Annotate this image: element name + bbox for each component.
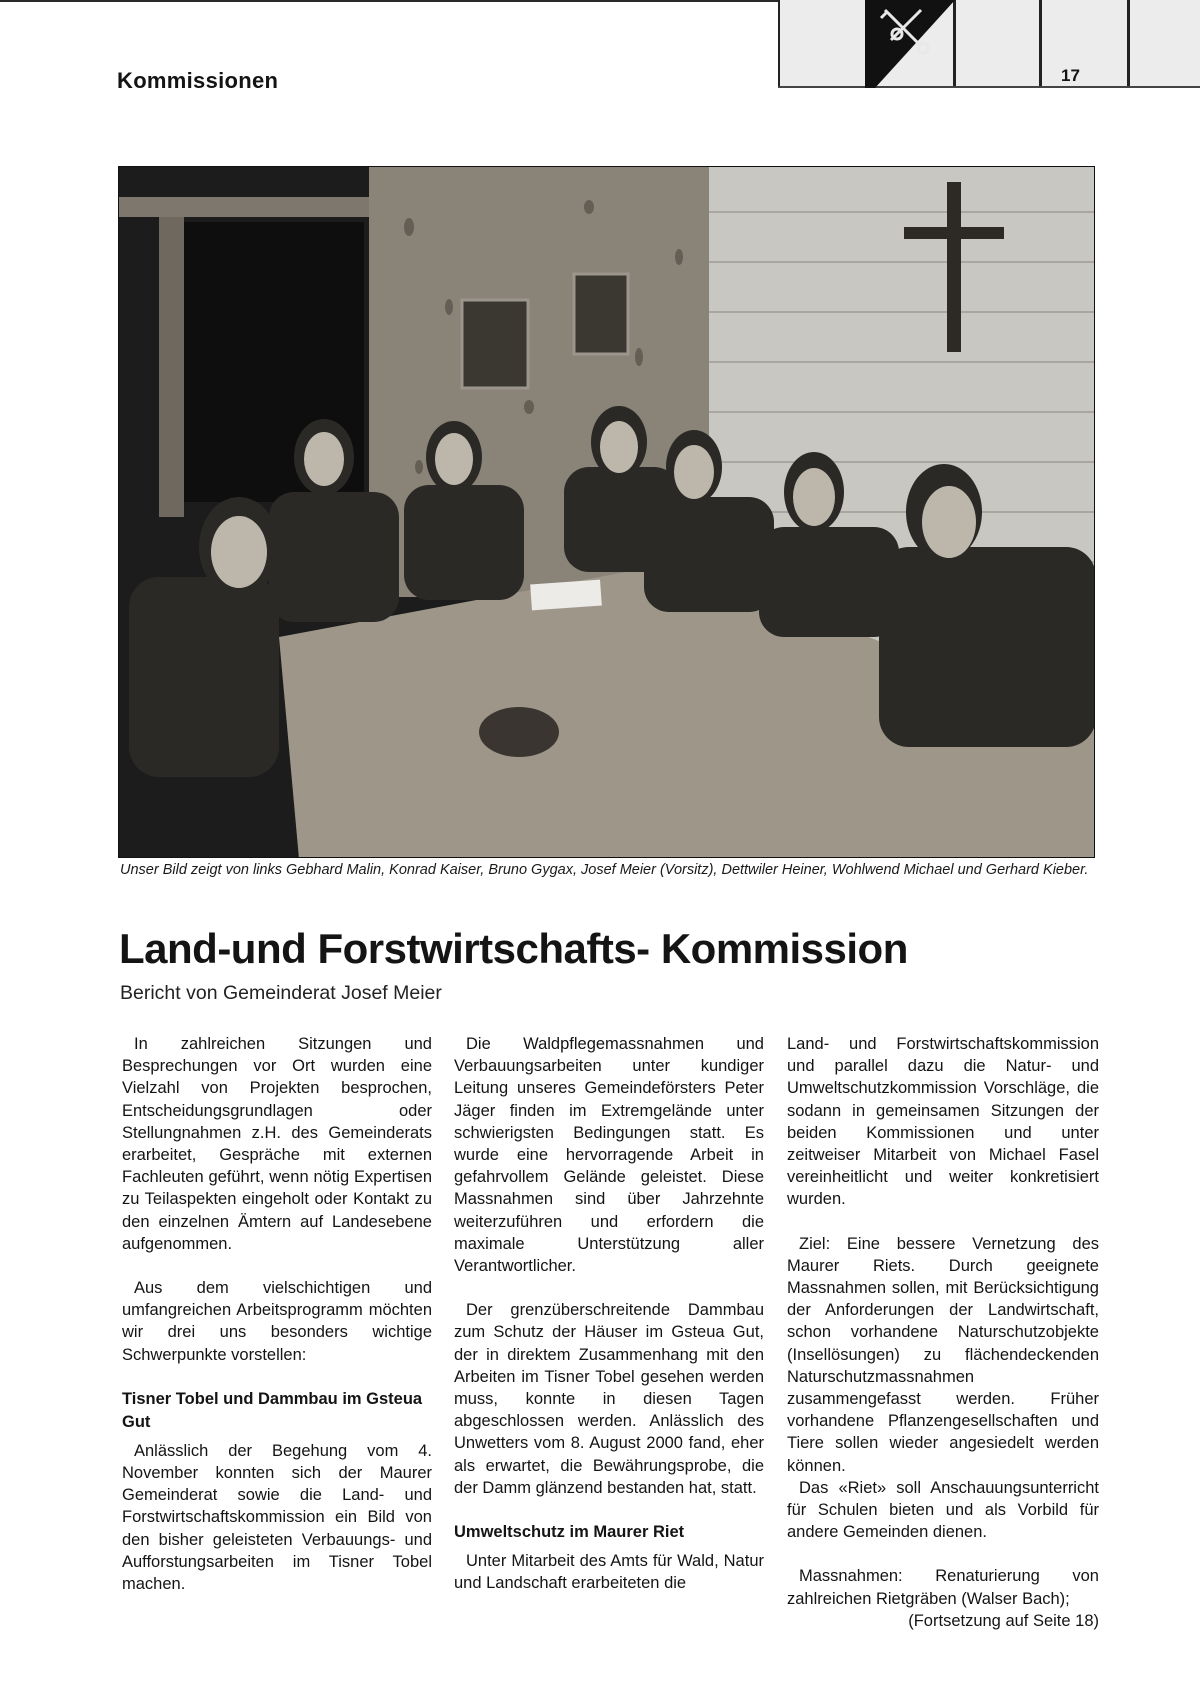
- header-tab-strip: [778, 0, 1200, 88]
- continuation-note: (Fortsetzung auf Seite 18): [908, 1611, 1099, 1630]
- page-number: 17: [1061, 66, 1080, 85]
- article-column-2: [454, 1033, 764, 1616]
- paragraph: Ziel: Eine bessere Vernetzung des Maurer Riets. Durch geeignete Massnahmen sollen, mit Berücksichtigung der Anforderungen der Landwirtschaft, schon vorhandene Naturschutzobjekte (Insellösungen) zu flächendeckenden Naturschutzmassnahmen zusammengefasst werden. Früher vorhandene Pflanzengesellschaften und Tiere sollen wieder angesiedelt werden können.: [787, 1234, 1099, 1475]
- article-column-1: [122, 1033, 432, 1617]
- crossed-keys-icon: [865, 0, 955, 88]
- paragraph: Der grenzüberschreitende Dammbau zum Schutz der Häuser im Gsteua Gut, der in direktem Zusammenhang mit den Arbeiten im Tisner Tobel gesehen werden muss, konnte in diesen Tagen abgeschlossen werden. Anlässlich des Unwetters vom 8. August 2000 fand, eher als erwartet, die Bewährungsprobe, die der Damm glänzend bestanden hat, statt.: [454, 1301, 764, 1497]
- paragraph: Unter Mitarbeit des Amts für Wald, Natur und Landschaft erarbeiteten die: [454, 1552, 764, 1593]
- paragraph: Die Waldpflegemassnahmen und Verbauungsarbeiten unter kundiger Leitung unseres Gemeindeförsters Peter Jäger finden im Extremgelände unter schwierigsten Bedingungen statt. Es wurde eine hervorragende Arbeit in gefahrvollem Gelände geleistet. Diese Massnahmen sind über Jahrzehnte weiterzuführen und erfordern die maximale Unterstützung aller Verantwortlicher.: [454, 1035, 764, 1276]
- photo-caption: Unser Bild zeigt von links Gebhard Malin, Konrad Kaiser, Bruno Gygax, Josef Meier (Vorsitz), Dettwiler Heiner, Wohlwend Michael und Gerhard Kieber.: [120, 862, 1089, 878]
- group-photo: [118, 166, 1095, 858]
- paragraph: Massnahmen: Renaturierung von zahlreichen Rietgräben (Walser Bach);: [787, 1567, 1099, 1608]
- header-tab-divider: [1039, 0, 1042, 88]
- paragraph: Anlässlich der Begehung vom 4. November konnten sich der Maurer Gemeinderat sowie die Land- und Forstwirtschaftskommission ein Bild von den bisher geleisteten Verbauungs- und Aufforstungsarbeiten im Tisner Tobel machen.: [122, 1441, 432, 1594]
- section-heading: Umweltschutz im Maurer Riet: [454, 1523, 685, 1542]
- header-base-rule: [778, 86, 1200, 88]
- article-title: Land-und Forstwirtschafts- Kommission: [119, 925, 908, 972]
- article-subtitle: Bericht von Gemeinderat Josef Meier: [120, 982, 442, 1004]
- group-photo-icon: [119, 167, 1095, 858]
- section-heading: Tisner Tobel und Dammbau im Gsteua Gut: [122, 1389, 423, 1431]
- paragraph: In zahlreichen Sitzungen und Besprechungen vor Ort wurden eine Vielzahl von Projekten besprochen, Entscheidungsgrundlagen oder Stellungnahmen z.H. des Gemeinderats erarbeitet, Gespräche mit externen Fachleuten geführt, wenn nötig Expertisen zu Teilaspekten eingeholt oder Kontakt zu den einzelnen Ämtern auf Landesebene aufgenommen.: [122, 1035, 432, 1253]
- paragraph: Das «Riet» soll Anschauungsunterricht für Schulen bieten und als Vorbild für andere Gemeinden dienen.: [787, 1478, 1099, 1542]
- section-title: Kommissionen: [117, 68, 279, 93]
- article-column-3: [787, 1033, 1099, 1654]
- paragraph: Land- und Forstwirtschaftskommission und parallel dazu die Natur- und Umweltschutzkommission Vorschläge, die sodann in gemeinsamen Sitzungen der beiden Kommissionen und unter zeitweiser Mitarbeit von Michael Fasel vereinheitlicht und weiter konkretisiert wurden.: [787, 1035, 1099, 1209]
- header-tab-divider: [1127, 0, 1130, 88]
- paragraph: Aus dem vielschichtigen und umfangreichen Arbeitsprogramm möchten wir drei uns besonders wichtige Schwerpunkte vorstellen:: [122, 1279, 432, 1364]
